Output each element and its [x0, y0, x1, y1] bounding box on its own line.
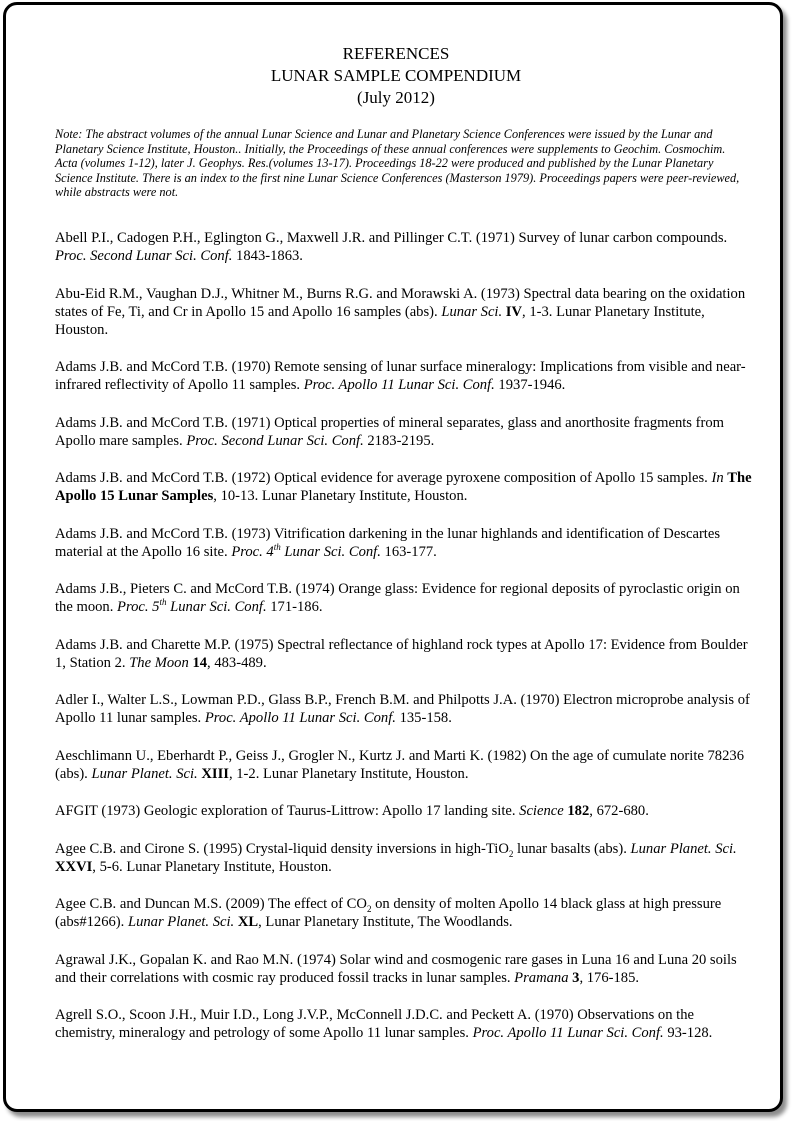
- reference-item: Adams J.B. and McCord T.B. (1970) Remote sensing of lunar surface mineralogy: Implications from visible and near-infrared reflectivity of Apollo 11 samples. Proc. Apollo 11 Lunar Sci. Conf. 1937-1946.: [55, 359, 746, 393]
- document-header: [0, 43, 792, 109]
- reference-list: [55, 229, 755, 1062]
- header-date: (July 2012): [357, 88, 435, 107]
- reference-item: Adams J.B., Pieters C. and McCord T.B. (1974) Orange glass: Evidence for regional deposits of pyroclastic origin on the moon. Proc. 5th Lunar Sci. Conf. 171-186.: [55, 581, 740, 615]
- reference-item: AFGIT (1973) Geologic exploration of Taurus-Littrow: Apollo 17 landing site. Science 182, 672-680.: [55, 803, 649, 819]
- reference-item: Agee C.B. and Cirone S. (1995) Crystal-liquid density inversions in high-TiO$_2$ lunar basalts (abs). Lunar Planet. Sci. XXVI, 5-6. Lunar Planetary Institute, Houston.: [55, 840, 737, 875]
- header-title: REFERENCES: [342, 44, 450, 63]
- reference-item: Adams J.B. and Charette M.P. (1975) Spectral reflectance of highland rock types at Apollo 17: Evidence from Boulder 1, Station 2. The Moon 14, 483-489.: [55, 636, 748, 671]
- header-subtitle: LUNAR SAMPLE COMPENDIUM: [270, 66, 522, 85]
- reference-item: Abell P.I., Cadogen P.H., Eglington G., Maxwell J.R. and Pillinger C.T. (1971) Survey of lunar carbon compounds. Proc. Second Lunar Sci. Conf. 1843-1863.: [55, 230, 728, 264]
- reference-item: Abu-Eid R.M., Vaughan D.J., Whitner M., Burns R.G. and Morawski A. (1973) Spectral data bearing on the oxidation states of Fe, Ti, and Cr in Apollo 15 and Apollo 16 samples (abs). Lunar Sci. IV, 1-3. Lunar Planetary Institute, Houston.: [55, 285, 746, 338]
- reference-item: Agee C.B. and Duncan M.S. (2009) The effect of $CO_2$ on density of molten Apollo 14 black glass at high pressure (abs#1266). Lunar Planet. Sci. XL, Lunar Planetary Institute, The Woodlands.: [55, 896, 722, 930]
- reference-item: Adams J.B. and McCord T.B. (1971) Optical properties of mineral separates, glass and anorthosite fragments from Apollo mare samples. Proc. Second Lunar Sci. Conf. 2183-2195.: [55, 414, 724, 449]
- reference-item: Adler I., Walter L.S., Lowman P.D., Glass B.P., French B.M. and Philpotts J.A. (1970) Electron microprobe analysis of Apollo 11 lunar samples. Proc. Apollo 11 Lunar Sci. Conf. 135-158.: [55, 692, 750, 726]
- reference-item: Adams J.B. and McCord T.B. (1973) Vitrification darkening in the lunar highlands and identification of Descartes material at the Apollo 16 site. Proc. 4th Lunar Sci. Conf. 163-177.: [55, 525, 721, 560]
- reference-item: Agrawal J.K., Gopalan K. and Rao M.N. (1974) Solar wind and cosmogenic rare gases in Luna 16 and Luna 20 soils and their correlations with cosmic ray produced fossil tracks in lunar samples. Pramana 3, 176-185.: [55, 951, 737, 986]
- reference-item: Aeschlimann U., Eberhardt P., Geiss J., Grogler N., Kurtz J. and Marti K. (1982) On the age of cumulate norite 78236 (abs). Lunar Planet. Sci. XIII, 1-2. Lunar Planetary Institute, Houston.: [55, 747, 744, 782]
- note-paragraph: Note: The abstract volumes of the annual Lunar Science and Lunar and Planetary Science Conferences were issued by the Lunar and Planetary Science Institute, Houston.. Initially, the Proceedings of these annual conferences were supplements to Geochim. Cosmochim. Acta (volumes 1-12), later J. Geophys. Res.(volumes 13-17). Proceedings 18-22 were produced and published by the Lunar Planetary Science Institute. There is an index to the first nine Lunar Science Conferences (Masterson 1979). Proceedings papers were peer-reviewed, while abstracts were not.: [55, 127, 740, 199]
- reference-item: Adams J.B. and McCord T.B. (1972) Optical evidence for average pyroxene composition of Apollo 15 samples. In The Apollo 15 Lunar Samples, 10-13. Lunar Planetary Institute, Houston.: [55, 470, 752, 504]
- reference-item: Agrell S.O., Scoon J.H., Muir I.D., Long J.V.P., McConnell J.D.C. and Peckett A. (1970) Observations on the chemistry, mineralogy and petrology of some Apollo 11 lunar samples. Proc. Apollo 11 Lunar Sci. Conf. 93-128.: [55, 1007, 713, 1041]
